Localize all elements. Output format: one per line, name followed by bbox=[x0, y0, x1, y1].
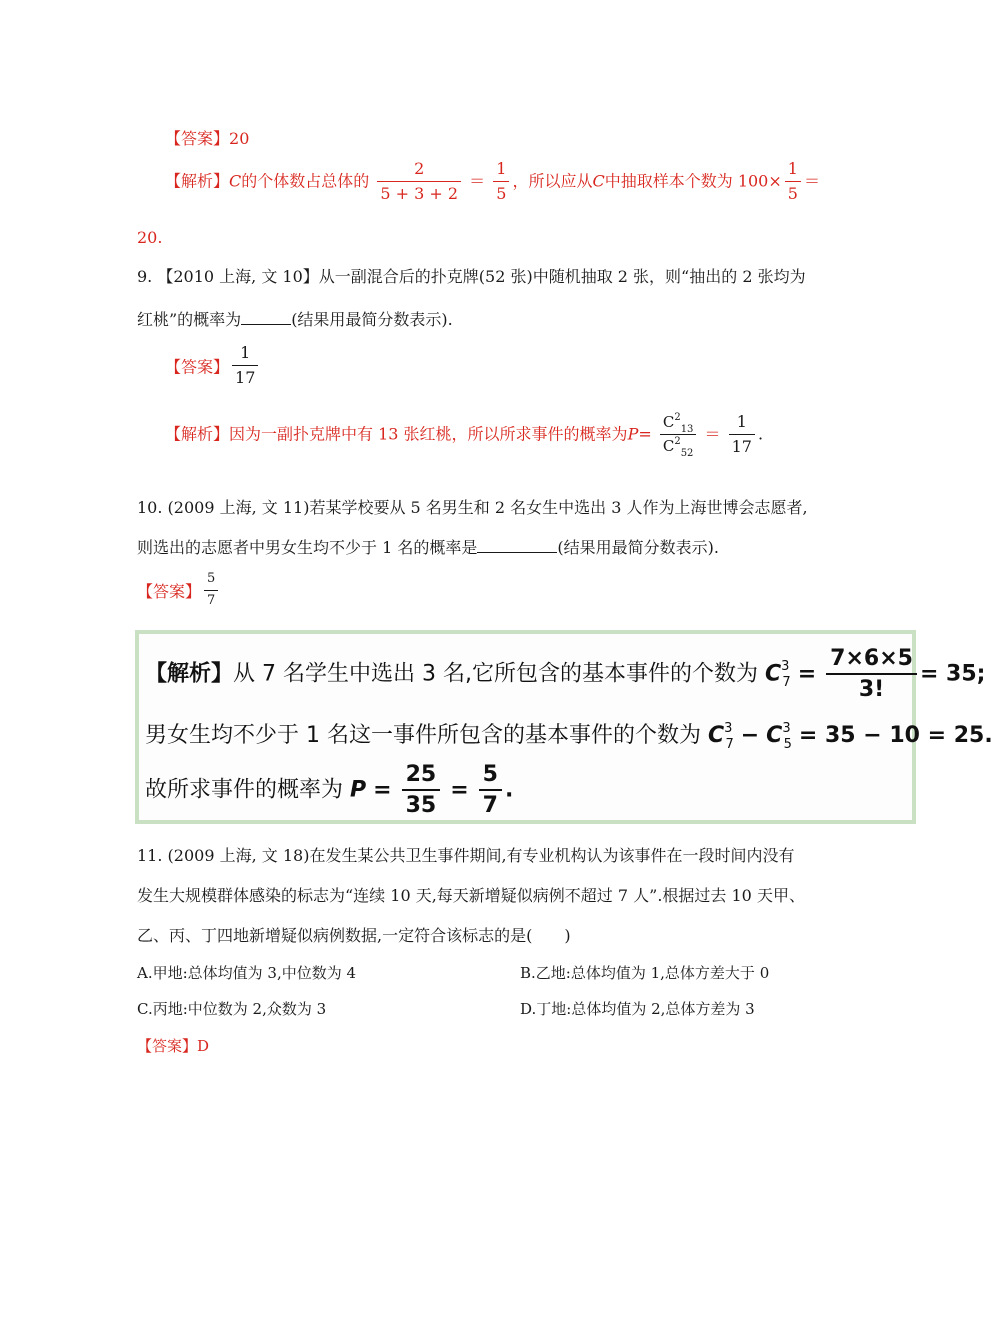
q9-text: (结果用最简分数表示). bbox=[291, 310, 453, 329]
equals: ＝ bbox=[803, 171, 820, 191]
solution-text: 因为一副扑克牌中有 13 张红桃，所以所求事件的概率为 bbox=[229, 424, 628, 444]
var-p: P bbox=[627, 424, 639, 444]
equals: = bbox=[373, 777, 392, 803]
numerator: 1 bbox=[232, 344, 258, 366]
q11-answer bbox=[137, 1035, 209, 1056]
superscript: 2 bbox=[674, 436, 681, 448]
q8-solution-cont: 20. bbox=[137, 228, 163, 247]
var-c: C bbox=[592, 171, 605, 191]
denominator: 17 bbox=[731, 437, 752, 457]
numerator: 2 bbox=[377, 160, 461, 182]
fraction bbox=[402, 762, 441, 819]
subscript: 7 bbox=[725, 737, 734, 752]
solution-image-box bbox=[135, 630, 993, 824]
q8-answer bbox=[165, 126, 249, 149]
superscript: 3 bbox=[724, 721, 733, 736]
q9-answer bbox=[165, 344, 261, 388]
combination-fraction bbox=[660, 412, 697, 460]
subscript: 7 bbox=[782, 675, 791, 691]
q11-line2: 发生大规模群体感染的标志为“连续 10 天,每天新增疑似病例不超过 7 人”.根据过去 10 天甲、 bbox=[137, 886, 805, 905]
minus: − bbox=[740, 723, 760, 748]
denominator: 7 bbox=[482, 793, 498, 819]
period: . bbox=[504, 777, 514, 803]
denominator: 35 bbox=[405, 793, 437, 819]
answer-label: 【答案】 bbox=[137, 1037, 198, 1055]
c-symbol: C bbox=[662, 413, 675, 432]
q10-answer bbox=[137, 572, 221, 609]
answer-blank bbox=[477, 536, 557, 553]
denominator: 7 bbox=[207, 592, 216, 608]
result: = 35; bbox=[919, 661, 986, 687]
numerator bbox=[660, 414, 697, 435]
denominator: 5 + 3 + 2 bbox=[380, 184, 459, 204]
q9-solution bbox=[165, 412, 764, 460]
option-c: C.丙地:中位数为 2,众数为 3 bbox=[137, 1000, 327, 1018]
solution-text: 的个体数占总体的 bbox=[241, 171, 370, 191]
subscript: 52 bbox=[680, 448, 694, 460]
c-symbol: C bbox=[764, 661, 782, 687]
solution-text: 男女生均不少于 1 名这一事件所包含的基本事件的个数为 bbox=[145, 723, 701, 748]
numerator: 7×6×5 bbox=[826, 646, 917, 675]
solution-label: 【解析】 bbox=[165, 171, 230, 191]
subscript: 5 bbox=[783, 737, 792, 752]
answer-label: 【答案】 bbox=[165, 357, 230, 377]
option-b: B.乙地:总体均值为 1,总体方差大于 0 bbox=[520, 964, 770, 982]
var-c: C bbox=[229, 171, 242, 191]
answer-value: D bbox=[197, 1037, 210, 1055]
solution-text: ，所以应从 bbox=[512, 171, 593, 191]
c-symbol: C bbox=[662, 437, 675, 456]
result-fraction bbox=[729, 413, 755, 457]
fraction bbox=[377, 160, 461, 204]
q8-solution bbox=[165, 160, 820, 204]
numerator: 1 bbox=[729, 413, 755, 435]
numerator: 5 bbox=[204, 572, 218, 591]
equals: ＝ bbox=[704, 424, 721, 444]
denominator: 5 bbox=[787, 184, 798, 204]
denominator: 3! bbox=[858, 677, 885, 703]
equals: = bbox=[797, 661, 817, 687]
denominator: 5 bbox=[496, 184, 507, 204]
box-line3 bbox=[145, 762, 513, 819]
equals: = bbox=[450, 777, 469, 803]
subscript: 13 bbox=[680, 424, 694, 436]
period: . bbox=[757, 424, 764, 444]
answer-fraction bbox=[204, 572, 218, 609]
box-line2 bbox=[145, 718, 993, 752]
answer-blank bbox=[241, 308, 291, 325]
answer-label: 【答案】 bbox=[137, 581, 202, 601]
answer-fraction bbox=[232, 344, 258, 388]
q11-line1: 11. (2009 上海, 文 18)在发生某公共卫生事件期间,有专业机构认为该事件在一段时间内没有 bbox=[137, 846, 795, 865]
equals: = bbox=[638, 424, 652, 444]
denominator bbox=[660, 435, 697, 460]
numerator: 1 bbox=[493, 160, 509, 182]
solution-text: 从 7 名学生中选出 3 名,它所包含的基本事件的个数为 bbox=[233, 661, 758, 687]
option-d: D.丁地:总体均值为 2,总体方差为 3 bbox=[520, 1000, 755, 1018]
fraction bbox=[785, 160, 801, 204]
q10-text: (结果用最简分数表示). bbox=[557, 538, 719, 557]
c-symbol: C bbox=[766, 723, 783, 748]
answer-value: 20 bbox=[229, 129, 250, 148]
q10-line1: 10. (2009 上海, 文 11)若某学校要从 5 名男生和 2 名女生中选出 3 人作为上海世博会志愿者, bbox=[137, 498, 808, 517]
fraction bbox=[479, 762, 502, 819]
solution-text: 中抽取样本个数为 100× bbox=[604, 171, 782, 191]
superscript: 3 bbox=[782, 721, 791, 736]
solution-label: 【解析】 bbox=[165, 424, 230, 444]
denominator: 17 bbox=[235, 368, 256, 388]
q9-line2 bbox=[137, 307, 453, 330]
result: = 35 − 10 = 25. bbox=[798, 723, 993, 748]
superscript: 2 bbox=[674, 412, 681, 424]
superscript: 3 bbox=[781, 659, 790, 675]
q9-line1: 9. 【2010 上海, 文 10】从一副混合后的扑克牌(52 张)中随机抽取 2 张，则“抽出的 2 张均为 bbox=[137, 267, 806, 286]
option-a: A.甲地:总体均值为 3,中位数为 4 bbox=[137, 964, 357, 982]
numerator: 25 bbox=[402, 762, 441, 791]
var-p: P bbox=[350, 777, 367, 803]
equals: ＝ bbox=[469, 171, 486, 191]
q9-text: 红桃”的概率为 bbox=[137, 310, 242, 329]
fraction bbox=[493, 160, 509, 204]
fraction bbox=[826, 646, 917, 703]
q11-line3: 乙、丙、丁四地新增疑似病例数据,一定符合该标志的是( ) bbox=[137, 926, 571, 945]
solution-text: 故所求事件的概率为 bbox=[145, 777, 344, 803]
q10-text: 则选出的志愿者中男女生均不少于 1 名的概率是 bbox=[137, 538, 478, 557]
answer-label: 【答案】 bbox=[165, 129, 230, 148]
c-symbol: C bbox=[708, 723, 725, 748]
box-line1 bbox=[145, 646, 985, 703]
numerator: 5 bbox=[479, 762, 502, 791]
solution-label: 【解析】 bbox=[145, 661, 234, 687]
numerator: 1 bbox=[785, 160, 801, 182]
q10-line2 bbox=[137, 535, 719, 558]
